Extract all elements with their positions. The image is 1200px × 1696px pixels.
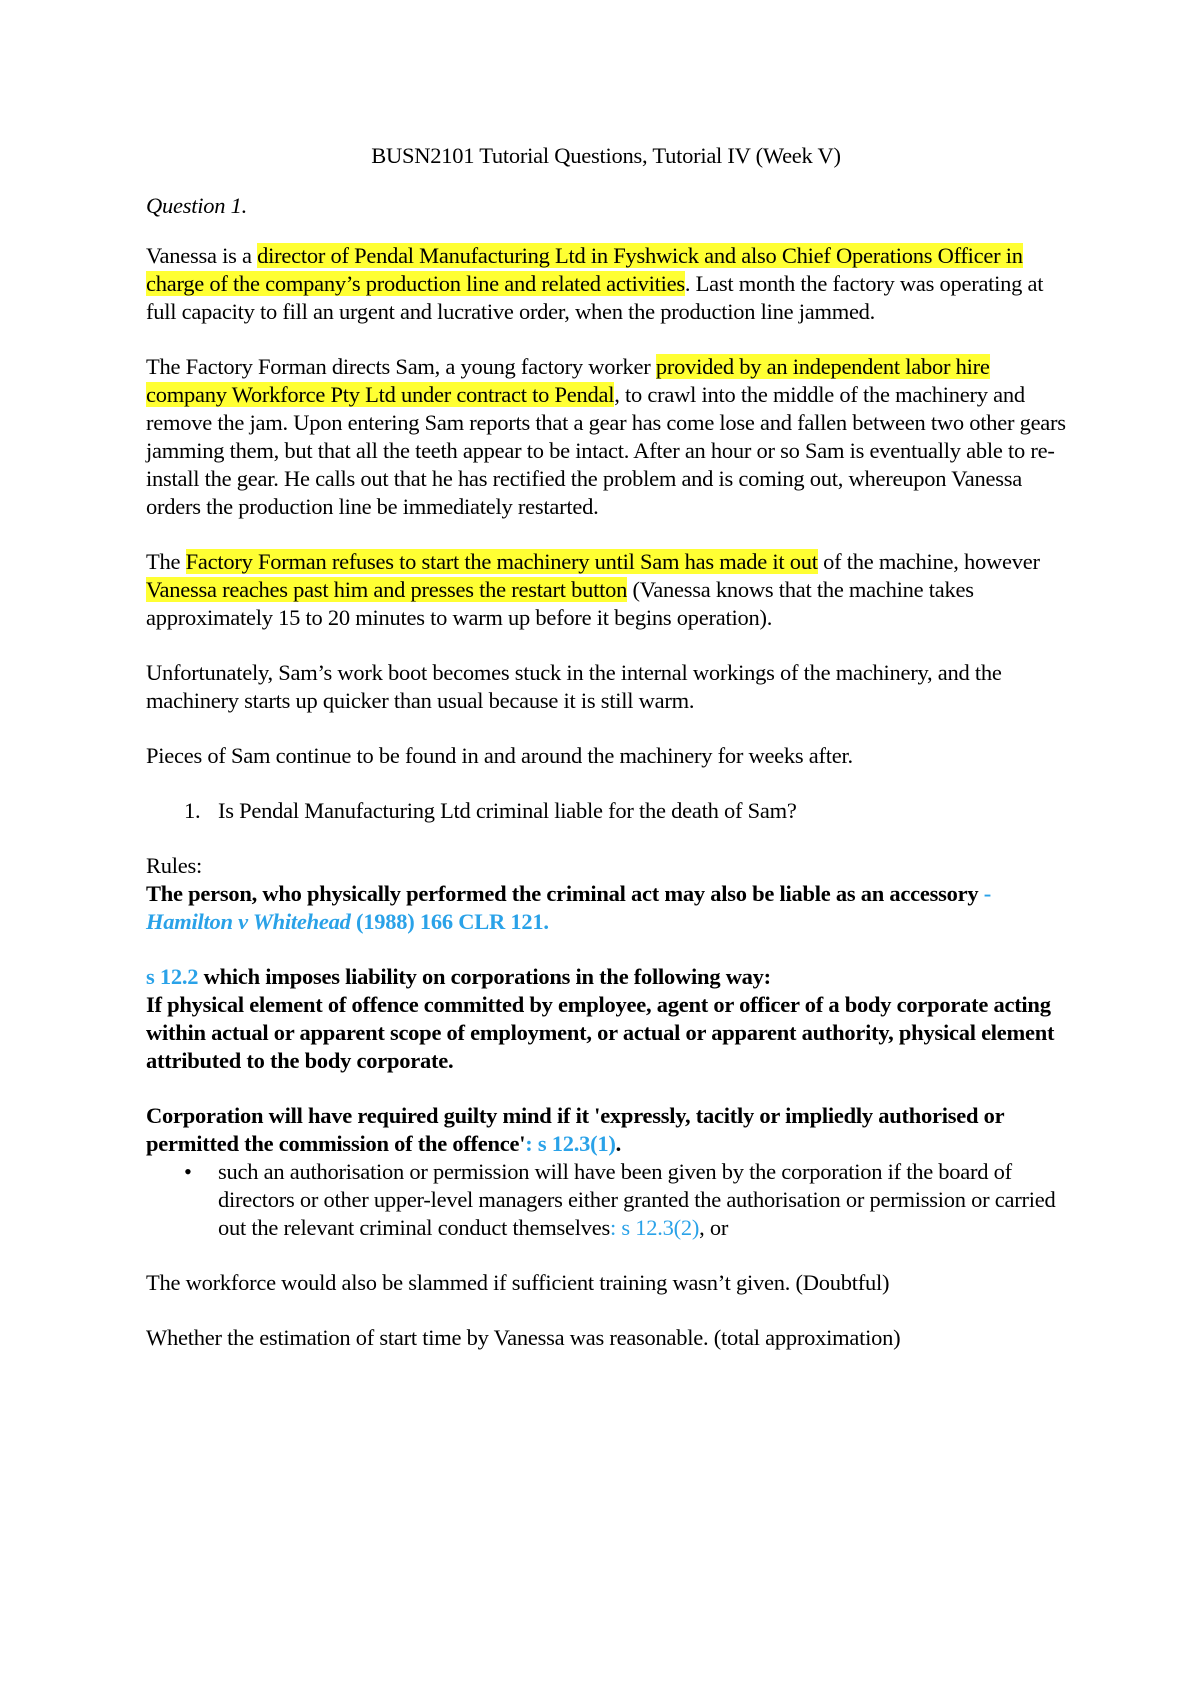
note-paragraph-2: Whether the estimation of start time by Vanessa was reasonable. (total approximation)	[146, 1325, 901, 1350]
text-run: The person, who physically performed the criminal act may also be liable as an accessory	[146, 881, 984, 906]
scenario-paragraph-1	[146, 242, 1066, 326]
scenario-paragraph-4: Unfortunately, Sam’s work boot becomes stuck in the internal workings of the machinery, and the machinery starts up quicker than usual because it is still warm.	[146, 660, 1002, 713]
list-item-text: Is Pendal Manufacturing Ltd criminal liable for the death of Sam?	[218, 798, 797, 823]
text-run: (Vanessa knows that the machine takes approximately 15 to 20 minutes to warm up before it begins operation).	[146, 577, 974, 630]
document-title: BUSN2101 Tutorial Questions, Tutorial IV (Week V)	[371, 143, 841, 168]
rules-label: Rules:	[146, 853, 203, 878]
text-run: such an authorisation or permission will have been given by the corporation if the board of directors or other upper-level managers either granted the authorisation or permission or carried out the relevant criminal conduct themselves	[218, 1159, 1056, 1240]
document-body	[146, 142, 1066, 1379]
text-run: If physical element of offence committed by employee, agent or officer of a body corporate acting within actual or apparent scope of employment, or actual or apparent authority, physical element attributed to the body corporate.	[146, 992, 1055, 1073]
rule-s12-3-1	[146, 1102, 1066, 1158]
rule-s12-2	[146, 963, 1066, 1075]
text-run: which imposes liability on corporations in the following way:	[198, 964, 771, 989]
bullet-text	[218, 1158, 1066, 1242]
bullet-list-item	[184, 1158, 1066, 1242]
highlighted-text: Vanessa reaches past him and presses the restart button	[146, 577, 628, 602]
case-name-link: Hamilton v Whitehead	[146, 909, 351, 934]
note-paragraph-1: The workforce would also be slammed if sufficient training wasn’t given. (Doubtful)	[146, 1270, 890, 1295]
citation-dash: -	[983, 881, 991, 906]
question-heading: Question 1.	[146, 193, 247, 218]
text-run: . Last month the factory was operating at full capacity to fill an urgent and lucrative order, when the production line jammed.	[146, 271, 1044, 324]
highlighted-text: provided by an independent labor hire company Workforce Pty Ltd under contract to Pendal	[146, 354, 990, 407]
section-reference: : s 12.3(1)	[525, 1131, 616, 1156]
text-run: .	[615, 1131, 622, 1156]
scenario-paragraph-5: Pieces of Sam continue to be found in and around the machinery for weeks after.	[146, 743, 853, 768]
text-run: , to crawl into the middle of the machinery and remove the jam. Upon entering Sam reports that a gear has come lose and fallen between two other gears jamming them, but that all the teeth appear to be intact. After an hour or so Sam is eventually able to re-install the gear. He calls out that he has rectified the problem and is coming out, whereupon Vanessa orders the production line be immediately restarted.	[146, 382, 1066, 519]
section-reference: : s 12.3(2)	[610, 1215, 700, 1240]
text-run: The Factory Forman directs Sam, a young factory worker	[146, 354, 656, 379]
text-run: , or	[699, 1215, 729, 1240]
text-run: Vanessa is a	[146, 243, 258, 268]
text-run: Corporation will have required guilty mind if it 'expressly, tacitly or impliedly authorised or permitted the commission of the offence'	[146, 1103, 1004, 1156]
rule-accessory	[146, 880, 1066, 936]
scenario-paragraph-3	[146, 548, 1066, 632]
list-number: 1.	[184, 798, 201, 823]
highlighted-text: Factory Forman refuses to start the machinery until Sam has made it out	[185, 549, 818, 574]
bullet-point: •	[184, 1159, 192, 1184]
case-citation: (1988) 166 CLR 121.	[350, 909, 549, 934]
question-list-item	[184, 797, 1066, 825]
section-reference: s 12.2	[146, 964, 199, 989]
text-run: of the machine, however	[817, 549, 1040, 574]
highlighted-text: director of Pendal Manufacturing Ltd in Fyshwick and also Chief Operations Officer in charge of the company’s production line and related activities	[146, 243, 1023, 296]
scenario-paragraph-2	[146, 353, 1066, 521]
text-run: The	[146, 549, 186, 574]
